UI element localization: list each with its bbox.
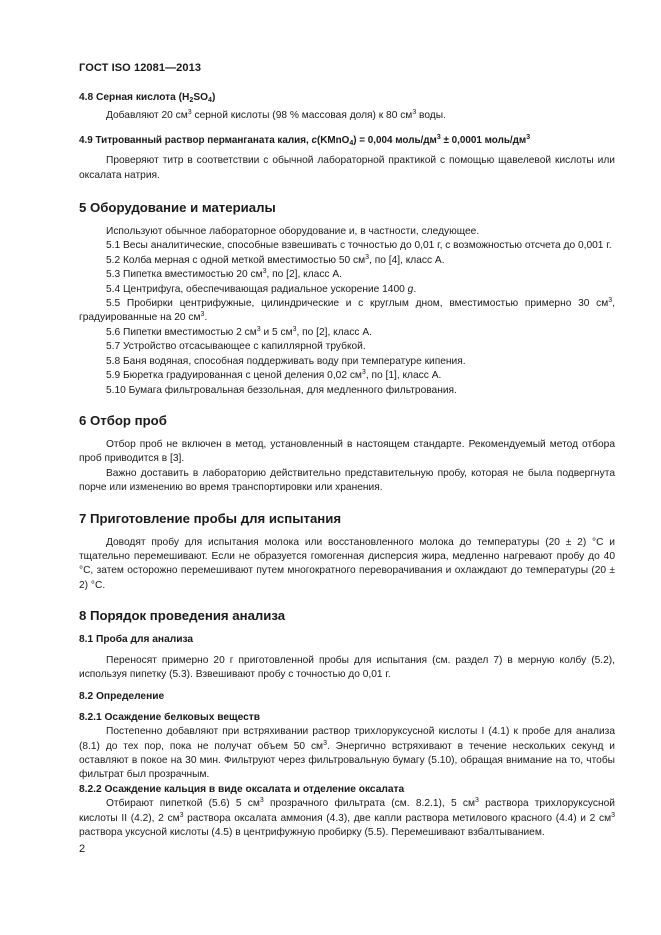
section-8-1-text: Переносят примерно 20 г приготовленной пробы для испытания (см. раздел 7) в мерную колбу (5.2), используя пипетку (5.3). Взвешивают пробу с точностью до 0,01 г. xyxy=(79,654,615,680)
section-4-8-text: Добавляют 20 $см^3$ серной кислоты (98 % массовая доля) к 80 $см^3$ воды. xyxy=(106,109,446,122)
section-8-2-1-title: 8.2.1 Осаждение белковых веществ xyxy=(79,711,261,723)
section-5-heading: 5 Оборудование и материалы xyxy=(79,200,276,216)
page-content xyxy=(79,91,615,840)
section-8-2-1-text: Постепенно добавляют при встряхивании раствор трихлоруксусной кислоты I (4.1) к пробе для анализа (8.1) до тех пор, пока не получат объем 50 $см^3$. Энергично встряхивают в течение нескольких секунд и оставляют в покое на 30 мин. Фильтруют через фильтровальную бумагу (5.10), обращая внимание на то, чтобы фильтрат был прозрачным. xyxy=(79,726,615,781)
section-4-9-title: 4.9 Титрованный раствор перманганата калия, c(KMnO$_4$) = 0,004 моль/$дм^3 \pm 0,0001$ моль/$дм^3$ xyxy=(79,133,531,147)
list-item-5-4: 5.4 Центрифуга, обеспечивающая радиальное ускорение 1400 g. xyxy=(106,283,417,295)
section-8-2-2-title: 8.2.2 Осаждение кальция в виде оксалата и отделение оксалата xyxy=(79,783,405,795)
section-8-heading: 8 Порядок проведения анализа xyxy=(79,608,286,624)
section-6-paragraph-2: Важно доставить в лабораторию действительно представительную пробу, которая не была подвергнута порче или изменению во время транспортировки или хранения. xyxy=(79,467,615,494)
list-item-5-2: 5.2 Колба мерная с одной меткой вместимостью 50 $см^3$, по [4], класс А. xyxy=(106,253,445,266)
section-7-paragraph: Доводят пробу для испытания молока или восстановленного молока до температуры (20 ± 2) °С и тщательно перемешивают. Если не образуется гомогенная дисперсия жира, медленно нагревают пробу до 40 °С, затем осторожно перемешивают путем многократного переворачивания и охлаждают до температуры (20 ± 2) °С. xyxy=(79,536,615,591)
section-8-1-title: 8.1 Проба для анализа xyxy=(79,634,194,646)
section-8-2-title: 8.2 Определение xyxy=(79,691,165,703)
list-item-5-7: 5.7 Устройство отсасывающее с капиллярной трубкой. xyxy=(106,341,366,353)
list-item-5-10: 5.10 Бумага фильтровальная беззольная, для медленного фильтрования. xyxy=(106,384,457,396)
running-header: ГОСТ ISO 12081—2013 xyxy=(79,62,202,74)
list-item-5-8: 5.8 Баня водяная, способная поддерживать воду при температуре кипения. xyxy=(106,355,466,367)
section-6-heading: 6 Отбор проб xyxy=(79,412,167,428)
list-item-5-3: 5.3 Пипетка вместимостью 20 $см^3$, по [2], класс А. xyxy=(106,268,342,281)
section-5-intro: Используют обычное лабораторное оборудование и, в частности, следующее. xyxy=(106,226,480,238)
list-item-5-6: 5.6 Пипетки вместимостью 2 $см^3$ и 5 $см^3$, по [2], класс А. xyxy=(106,325,372,338)
list-item-5-1: 5.1 Весы аналитические, способные взвешивать с точностью до 0,01 г, с возможностью отсчета до 0,001 г. xyxy=(106,240,612,252)
section-4-8-title: 4.8 Серная кислота $(H_2SO_4)$ xyxy=(79,92,216,104)
section-7-heading: 7 Приготовление пробы для испытания xyxy=(79,510,342,526)
list-item-5-5: 5.5 Пробирки центрифужные, цилиндрические и с круглым дном, вместимостью примерно 30 $см^3$, градуированные на 20 $см^3$. xyxy=(79,297,615,324)
section-4-9-text: Проверяют титр в соответствии с обычной лабораторной практикой с помощью щавелевой кислоты или оксалата натрия. xyxy=(79,155,615,181)
list-item-5-9: 5.9 Бюретка градуированная с ценой деления 0,02 $см^3$, по [1], класс А. xyxy=(106,369,442,382)
section-6-paragraph-1: Отбор проб не включен в метод, установленный в настоящем стандарте. Рекомендуемый метод отбора проб приводится в [3]. xyxy=(79,438,615,465)
section-8-2-2-text: Отбирают пипеткой (5.6) 5 $см^3$ прозрачного фильтрата (см. 8.2.1), 5 $см^3$ раствора трихлоруксусной кислоты II (4.2), 2 $см^3$ раствора оксалата аммония (4.3), две капли раствора метилового красного (4.4) и 2 $см^3$ раствора уксусной кислоты (4.5) в центрифужную пробирку (5.5). Перемешивают взбалтыванием. xyxy=(79,797,615,839)
page-number: 2 xyxy=(79,843,86,855)
